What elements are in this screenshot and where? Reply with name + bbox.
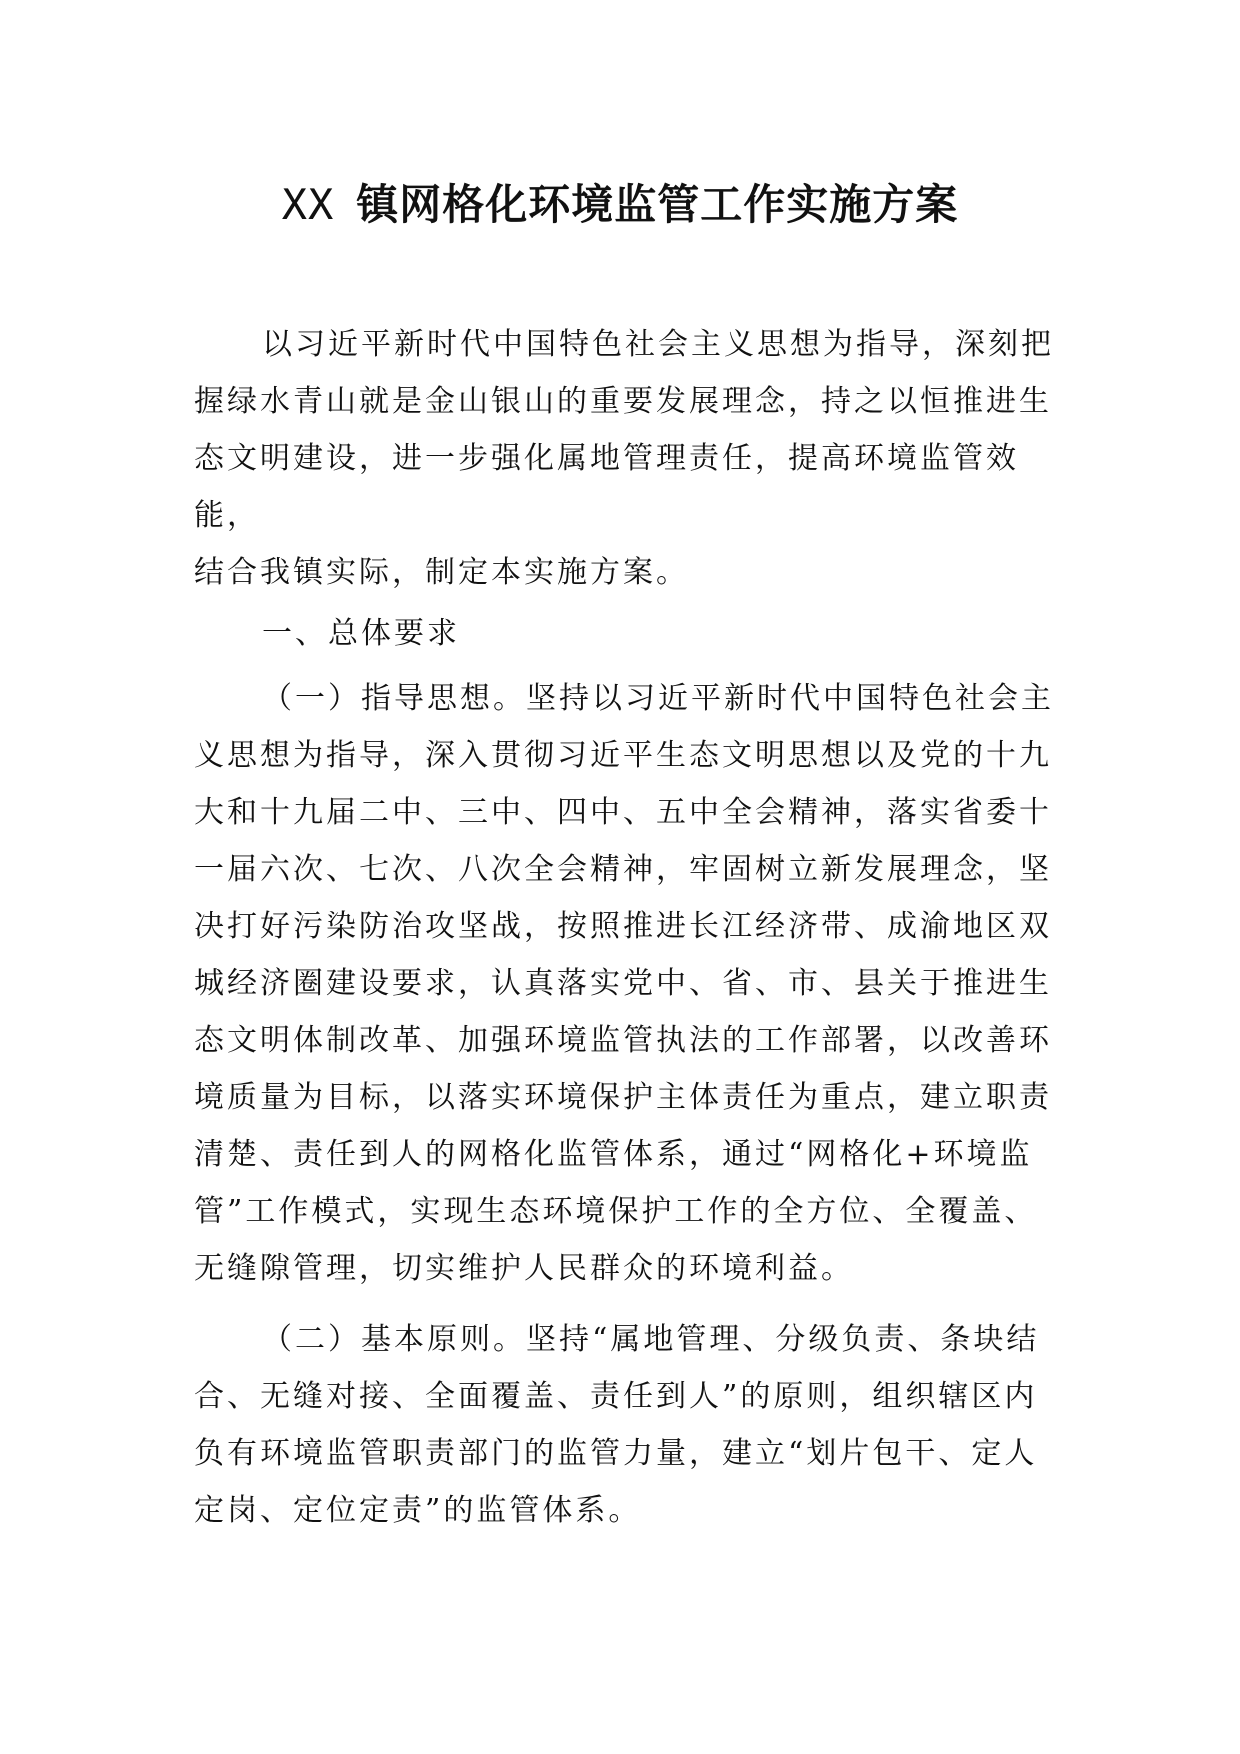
section-heading-general-requirements: 一、总体要求	[262, 616, 460, 651]
document-title	[0, 172, 1240, 232]
paragraph-guiding-ideology: （一）指导思想。坚持以习近平新时代中国特色社会主义思想为指导，深入贯彻习近平生态文明思想以及党的十九大和十九届二中、三中、四中、五中全会精神，落实省委十一届六次、七次、八次全会精神，牢固树立新发展理念，坚决打好污染防治攻坚战，按照推进长江经济带、成渝地区双城经济圈建设要求，认真落实党中、省、市、县关于推进生态文明体制改革、加强环境监管执法的工作部署，以改善环境质量为目标，以落实环境保护主体责任为重点，建立职责清楚、责任到人的网格化监管体系，通过“网格化+环境监管”工作模式，实现生态环境保护工作的全方位、全覆盖、无缝隙管理，切实维护人民群众的环境利益。	[194, 681, 1054, 1286]
paragraph-basic-principles: （二）基本原则。坚持“属地管理、分级负责、条块结合、无缝对接、全面覆盖、责任到人”的原则，组织辖区内负有环境监管职责部门的监管力量，建立“划片包干、定人定岗、定位定责”的监管体系。	[194, 1322, 1040, 1528]
intro-paragraph-closing: 结合我镇实际，制定本实施方案。	[194, 555, 689, 590]
title-prefix: XX	[281, 180, 335, 229]
intro-paragraph: 以习近平新时代中国特色社会主义思想为指导，深刻把握绿水青山就是金山银山的重要发展理念，持之以恒推进生态文明建设，进一步强化属地管理责任，提高环境监管效	[194, 327, 1054, 476]
intro-paragraph-continuation: 能，	[194, 498, 260, 533]
document-body	[194, 316, 1054, 1539]
title-main: 镇网格化环境监管工作实施方案	[356, 180, 959, 229]
